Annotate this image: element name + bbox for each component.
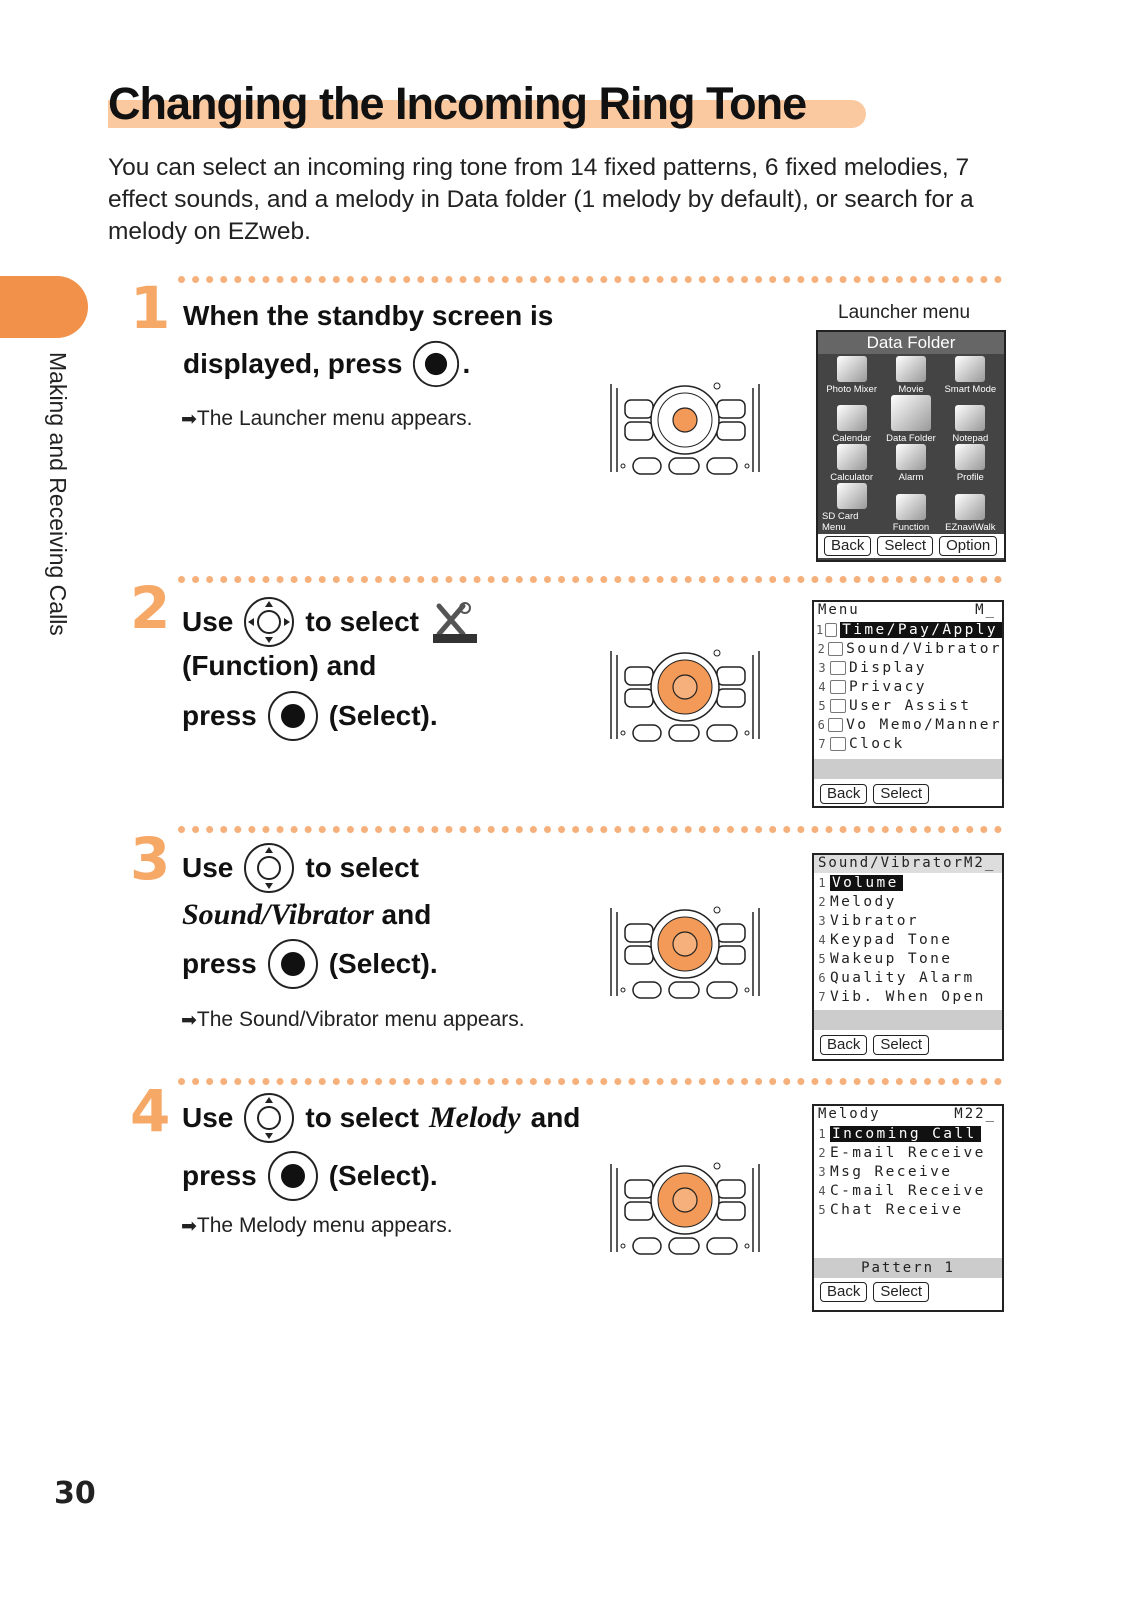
launcher-item[interactable] bbox=[881, 356, 940, 395]
step-3-press: press bbox=[182, 948, 257, 979]
launcher-item-icon bbox=[896, 356, 926, 382]
menu-item-number: 5 bbox=[818, 698, 826, 713]
menu-item-label: Melody bbox=[830, 893, 897, 910]
melody-screen-title: Melody bbox=[818, 1106, 881, 1122]
melody-screen-header bbox=[814, 1106, 1002, 1124]
launcher-item-icon bbox=[837, 444, 867, 470]
menu-item-number: 5 bbox=[818, 1202, 826, 1217]
phone-keypad-diagram bbox=[605, 1158, 765, 1258]
menu-item-number: 4 bbox=[818, 679, 826, 694]
step-2-line3 bbox=[182, 690, 438, 742]
launcher-item-icon bbox=[896, 444, 926, 470]
launcher-item-label: Movie bbox=[898, 384, 924, 395]
launcher-item-label: Profile bbox=[956, 472, 984, 483]
menu-list bbox=[814, 620, 1002, 753]
menu-item-number: 1 bbox=[818, 1126, 826, 1141]
launcher-item-icon bbox=[896, 494, 926, 520]
menu-item-number: 1 bbox=[818, 875, 826, 890]
melody-screen bbox=[812, 1104, 1004, 1312]
step-1-note-text: The Launcher menu appears. bbox=[196, 407, 473, 430]
step-4-note bbox=[181, 1214, 453, 1238]
launcher-grid bbox=[818, 354, 1004, 534]
menu-item-label: E-mail Receive bbox=[830, 1144, 986, 1161]
launcher-item[interactable] bbox=[941, 444, 1000, 483]
softkey-back[interactable]: Back bbox=[824, 536, 871, 556]
nav-key-icon bbox=[243, 596, 295, 648]
step-1-line2 bbox=[183, 340, 470, 388]
menu-item-number: 1 bbox=[816, 622, 824, 637]
step-divider bbox=[178, 1078, 1002, 1085]
step-4-item: Melody bbox=[428, 1101, 521, 1134]
menu-item[interactable] bbox=[814, 696, 1002, 715]
launcher-caption: Launcher menu bbox=[838, 302, 971, 323]
menu-item[interactable] bbox=[814, 734, 1002, 753]
launcher-item[interactable] bbox=[881, 444, 940, 483]
step-divider bbox=[178, 826, 1002, 833]
menu-item-number: 6 bbox=[818, 970, 826, 985]
softkey-back[interactable]: Back bbox=[820, 784, 867, 804]
menu-item[interactable] bbox=[814, 1181, 1002, 1200]
nav-key-icon bbox=[243, 1092, 295, 1144]
menu-item-label: Privacy bbox=[849, 678, 927, 695]
menu-item-number: 2 bbox=[818, 1145, 826, 1160]
launcher-item-label: Notepad bbox=[952, 433, 989, 444]
launcher-item-label: Smart Mode bbox=[944, 384, 997, 395]
launcher-item[interactable] bbox=[881, 483, 940, 533]
step-4-line2 bbox=[182, 1150, 438, 1202]
menu-item-label: C-mail Receive bbox=[830, 1182, 986, 1199]
launcher-item-icon bbox=[837, 405, 867, 431]
menu-item-number: 5 bbox=[818, 951, 826, 966]
step-1-note bbox=[181, 407, 472, 431]
menu-item[interactable] bbox=[814, 892, 1002, 911]
step-4-press: press bbox=[182, 1160, 257, 1191]
launcher-item[interactable] bbox=[822, 483, 881, 533]
menu-item[interactable] bbox=[814, 1162, 1002, 1181]
step-4-line1 bbox=[182, 1092, 580, 1144]
menu-item-label: Vib. When Open bbox=[830, 988, 986, 1005]
launcher-item-icon bbox=[955, 494, 985, 520]
phone-keypad-diagram bbox=[605, 645, 765, 745]
step-3-item: Sound/Vibrator bbox=[182, 898, 374, 931]
menu-item-icon bbox=[830, 737, 846, 751]
menu-item[interactable] bbox=[814, 949, 1002, 968]
menu-item-number: 2 bbox=[818, 894, 826, 909]
phone-keypad-diagram bbox=[605, 378, 765, 478]
center-key-icon bbox=[267, 1150, 319, 1202]
page-number: 30 bbox=[54, 1476, 96, 1511]
menu-item-icon bbox=[830, 661, 846, 675]
step-4-to-select: to select bbox=[305, 1102, 419, 1133]
launcher-item[interactable] bbox=[822, 356, 881, 395]
launcher-item-label: Photo Mixer bbox=[826, 384, 877, 395]
intro-paragraph: You can select an incoming ring tone from 14 fixed patterns, 6 fixed melodies, 7 effect sounds, and a melody in Data folder (1 melody by default), or search for a melody on EZweb. bbox=[108, 154, 974, 245]
melody-status: Pattern 1 bbox=[814, 1258, 1002, 1278]
menu-item-label: Clock bbox=[849, 735, 905, 752]
menu-item-number: 6 bbox=[817, 717, 825, 732]
menu-item-label: Time/Pay/Apply bbox=[840, 622, 1002, 638]
launcher-item[interactable] bbox=[822, 444, 881, 483]
menu-screen-title-right: M_ bbox=[975, 602, 996, 618]
section-tab bbox=[0, 276, 88, 338]
step-number: 2 bbox=[130, 574, 171, 642]
menu-item[interactable] bbox=[814, 1124, 1002, 1143]
sound-list bbox=[814, 873, 1002, 1006]
section-label: Making and Receiving Calls bbox=[45, 352, 71, 636]
menu-item[interactable] bbox=[814, 620, 1002, 639]
menu-item-icon bbox=[828, 642, 843, 656]
menu-screen-header bbox=[814, 602, 1002, 620]
launcher-item-label: SD Card Menu bbox=[822, 511, 859, 533]
step-2-line2: (Function) and bbox=[182, 650, 377, 681]
launcher-item-icon bbox=[955, 405, 985, 431]
step-3-use: Use bbox=[182, 852, 234, 883]
launcher-item-icon bbox=[955, 444, 985, 470]
menu-item-icon bbox=[830, 699, 846, 713]
step-2-press: press bbox=[182, 700, 257, 731]
step-divider bbox=[178, 276, 1002, 283]
sound-softkeys bbox=[814, 1035, 1002, 1055]
launcher-item-label: Function bbox=[892, 522, 930, 533]
launcher-item-icon bbox=[837, 483, 867, 509]
phone-keypad-diagram bbox=[605, 902, 765, 1002]
launcher-softkeys bbox=[818, 534, 1004, 558]
menu-item-label: Display bbox=[849, 659, 927, 676]
launcher-item[interactable] bbox=[941, 395, 1000, 444]
menu-item[interactable] bbox=[814, 873, 1002, 892]
step-4-use: Use bbox=[182, 1102, 234, 1133]
menu-item[interactable] bbox=[814, 987, 1002, 1006]
page-title: Changing the Incoming Ring Tone bbox=[108, 78, 807, 129]
step-divider bbox=[178, 576, 1002, 583]
step-3-note-text: The Sound/Vibrator menu appears. bbox=[196, 1008, 525, 1031]
launcher-item-icon bbox=[837, 356, 867, 382]
step-3-line1 bbox=[182, 842, 419, 894]
launcher-item-label: Alarm bbox=[898, 472, 924, 483]
softkey-select[interactable]: Select bbox=[873, 1035, 929, 1055]
function-icon bbox=[429, 600, 479, 644]
menu-item-number: 3 bbox=[818, 913, 826, 928]
menu-item-label: Vo Memo/Manner bbox=[846, 716, 1002, 733]
arrow-icon: ➡ bbox=[181, 1215, 197, 1237]
menu-item-number: 3 bbox=[818, 660, 826, 675]
launcher-item[interactable] bbox=[941, 483, 1000, 533]
step-4-note-text: The Melody menu appears. bbox=[196, 1214, 453, 1237]
arrow-icon: ➡ bbox=[181, 408, 197, 430]
title-block bbox=[108, 78, 868, 132]
step-3-to-select: to select bbox=[305, 852, 419, 883]
launcher-item-icon bbox=[955, 356, 985, 382]
softkey-select[interactable]: Select bbox=[873, 1282, 929, 1302]
menu-softkeys bbox=[814, 784, 1002, 804]
launcher-item[interactable] bbox=[881, 395, 940, 444]
menu-item-number: 4 bbox=[818, 1183, 826, 1198]
launcher-header: Data Folder bbox=[818, 332, 1004, 354]
launcher-item-label: Calculator bbox=[830, 472, 874, 483]
menu-item-number: 3 bbox=[818, 1164, 826, 1179]
step-4-select: (Select). bbox=[328, 1160, 438, 1191]
center-key-icon bbox=[412, 340, 460, 388]
step-2-use: Use bbox=[182, 606, 234, 637]
menu-item-label: Quality Alarm bbox=[830, 969, 975, 986]
step-1-press-text: displayed, press bbox=[183, 348, 403, 379]
menu-item-label: Vibrator bbox=[830, 912, 920, 929]
menu-item-number: 4 bbox=[818, 932, 826, 947]
sound-vibrator-screen bbox=[812, 853, 1004, 1061]
menu-item[interactable] bbox=[814, 639, 1002, 658]
menu-item[interactable] bbox=[814, 715, 1002, 734]
step-3-note bbox=[181, 1008, 525, 1032]
menu-status-bar bbox=[814, 759, 1002, 779]
menu-screen bbox=[812, 600, 1004, 808]
launcher-screen bbox=[816, 330, 1006, 562]
menu-item-number: 7 bbox=[818, 989, 826, 1004]
center-key-icon bbox=[267, 938, 319, 990]
sound-status-bar bbox=[814, 1010, 1002, 1030]
menu-item-number: 2 bbox=[817, 641, 825, 656]
launcher-item-icon bbox=[891, 395, 931, 431]
step-2-to-select: to select bbox=[305, 606, 419, 637]
melody-softkeys bbox=[814, 1282, 1002, 1302]
softkey-back[interactable]: Back bbox=[820, 1282, 867, 1302]
launcher-item-label: Calendar bbox=[832, 433, 871, 444]
menu-item-label: User Assist bbox=[849, 697, 972, 714]
menu-item[interactable] bbox=[814, 911, 1002, 930]
launcher-item[interactable] bbox=[822, 395, 881, 444]
launcher-item[interactable] bbox=[941, 356, 1000, 395]
menu-item[interactable] bbox=[814, 1200, 1002, 1219]
sound-screen-header bbox=[814, 855, 1002, 873]
step-2-line1 bbox=[182, 596, 479, 648]
step-2-select: (Select). bbox=[328, 700, 438, 731]
softkey-select[interactable]: Select bbox=[873, 784, 929, 804]
menu-item-label: Sound/Vibrator bbox=[846, 640, 1002, 657]
menu-item-label: Chat Receive bbox=[830, 1201, 964, 1218]
step-3-line2 bbox=[182, 898, 431, 932]
menu-item-icon bbox=[825, 623, 837, 637]
nav-key-icon bbox=[243, 842, 295, 894]
menu-item-label: Wakeup Tone bbox=[830, 950, 953, 967]
menu-item[interactable] bbox=[814, 677, 1002, 696]
arrow-icon: ➡ bbox=[181, 1009, 197, 1031]
center-key-icon bbox=[267, 690, 319, 742]
menu-item-label: Keypad Tone bbox=[830, 931, 953, 948]
step-1-line1: When the standby screen is bbox=[183, 300, 554, 331]
menu-item-icon bbox=[830, 680, 846, 694]
menu-item-icon bbox=[828, 718, 843, 732]
menu-item[interactable] bbox=[814, 930, 1002, 949]
softkey-option[interactable]: Option bbox=[939, 536, 997, 556]
menu-item[interactable] bbox=[814, 658, 1002, 677]
step-4-and: and bbox=[530, 1102, 581, 1133]
menu-item[interactable] bbox=[814, 968, 1002, 987]
launcher-item-label: Data Folder bbox=[886, 433, 936, 444]
softkey-select[interactable]: Select bbox=[877, 536, 933, 556]
menu-item-number: 7 bbox=[818, 736, 826, 751]
launcher-item-label: EZnaviWalk bbox=[945, 522, 996, 533]
step-number: 4 bbox=[130, 1077, 171, 1145]
step-3-select: (Select). bbox=[328, 948, 438, 979]
menu-screen-title: Menu bbox=[818, 602, 860, 618]
menu-item-label: Incoming Call bbox=[830, 1126, 981, 1142]
step-1-period: . bbox=[462, 348, 471, 379]
step-3-line3 bbox=[182, 938, 438, 990]
step-3-and: and bbox=[381, 899, 432, 930]
menu-item-label: Volume bbox=[830, 875, 903, 891]
melody-screen-title-right: M22_ bbox=[954, 1106, 996, 1122]
menu-item-label: Msg Receive bbox=[830, 1163, 953, 1180]
step-number: 1 bbox=[130, 274, 171, 342]
softkey-back[interactable]: Back bbox=[820, 1035, 867, 1055]
step-number: 3 bbox=[130, 825, 171, 893]
menu-item[interactable] bbox=[814, 1143, 1002, 1162]
sound-screen-title: Sound/VibratorM2_ bbox=[818, 855, 996, 871]
melody-list bbox=[814, 1124, 1002, 1258]
